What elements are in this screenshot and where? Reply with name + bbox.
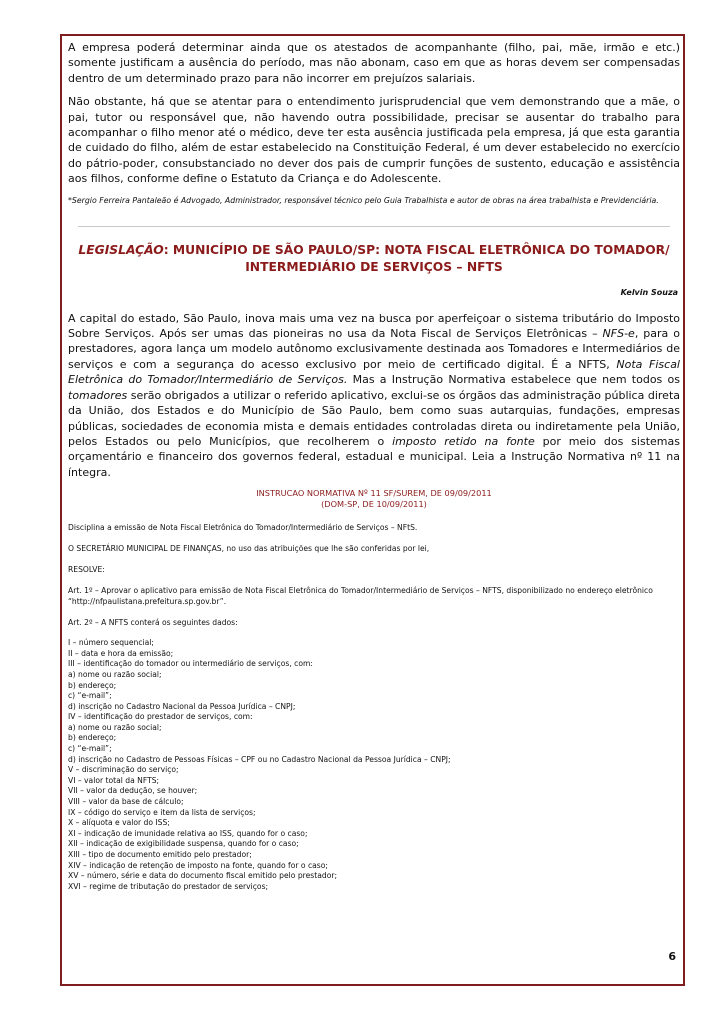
- list-item: II – data e hora da emissão;: [68, 648, 174, 658]
- list-item: d) inscrição no Cadastro Nacional da Pessoa Jurídica – CNPJ;: [68, 701, 296, 711]
- list-item: VIII – valor da base de cálculo;: [68, 797, 184, 807]
- list-item: c) “e-mail”;: [68, 744, 112, 754]
- list-item: d) inscrição no Cadastro de Pessoas Físicas – CPF ou no Cadastro Nacional da Pessoa Jurídica – CNPJ;: [68, 754, 451, 764]
- author-footnote: *Sergio Ferreira Pantaleão é Advogado, Administrador, responsável técnico pelo Guia Trabalhista e autor de obras na área trabalhista e Previdenciária.: [68, 195, 659, 205]
- list-item: c) “e-mail”;: [68, 691, 112, 701]
- list-item: III – identificação do tomador ou intermediário de serviços, com:: [68, 659, 313, 669]
- text-run-italic: tomadores: [68, 388, 128, 402]
- text-run: Mas a Instrução Normativa estabelece que nem todos os: [347, 373, 680, 387]
- text-run-italic: NFS-e: [602, 327, 635, 341]
- list-item: XIII – tipo de documento emitido pelo prestador;: [68, 850, 252, 859]
- list-item: b) endereço;: [68, 733, 117, 743]
- intro-paragraph-2: Não obstante, há que se atentar para o entendimento jurisprudencial que vem demonstrando que a mãe, o pai, tutor ou responsável que, não havendo outra possibilidade, precisar se ausentar do trabalho para acompanhar o filho menor até o médico, deve ter esta ausência justificada pela empresa, já que esta garantia de cuidado do filho, além de estar estabelecido na Constituição Federal, é um dever estabelecido no exercício do pátrio-poder, consubstanciado no dever dos pais de cumprir funções de sustento, educação e assistência aos filhos, conforme define o Estatuto da Criança e do Adolescente.: [68, 95, 680, 186]
- text-run: , para o prestadores, agora lança um modelo autônomo exclusivamente destinada aos Tomadores e Intermediários de serviços e com a segurança do acesso exclusivo por meio de certificado digital. É a NFTS,: [68, 327, 680, 371]
- list-item: VII – valor da dedução, se houver;: [68, 786, 198, 796]
- title-prefix: LEGISLAÇÃO: [78, 242, 164, 257]
- instruction-summary: Disciplina a emissão de Nota Fiscal Eletrônica do Tomador/Intermediário de Serviços – NFtS.: [68, 523, 418, 533]
- list-item: a) nome ou razão social;: [68, 669, 162, 679]
- list-item: XV – número, série e data do documento fiscal emitido pelo prestador;: [68, 871, 338, 881]
- instruction-secretary: O SECRETÁRIO MUNICIPAL DE FINANÇAS, no uso das atribuições que lhe são conferidas por lei,: [68, 544, 430, 554]
- list-item: VI – valor total da NFTS;: [68, 775, 160, 785]
- article-1: Art. 1º – Aprovar o aplicativo para emissão de Nota Fiscal Eletrônica do Tomador/Intermediário de Serviços – NFTS, disponibilizado no endereço eletrônico “http://nfpaulistana.prefeitura.sp.gov.br”.: [68, 586, 653, 607]
- list-item: IV – identificação do prestador de serviços, com:: [68, 712, 253, 722]
- text-run: por meio dos sistemas orçamentário e financeiro dos governos federal, estadual e municipal. Leia a Instrução Normativa nº 11 na íntegra.: [68, 434, 680, 479]
- text-run: serão obrigados a utilizar o referido aplicativo, exclui-se os órgãos das administração pública direta da União, dos Estados e do Município de São Paulo, bem como suas autarquias, fundações, empresas públicas, sociedades de economia mista e demais entidades controladas direta ou indiretamente pela União, pelos Estados ou pelo Municípios, que recolherem o: [68, 388, 680, 448]
- list-item: X – alíquota e valor do ISS;: [68, 818, 170, 828]
- instruction-heading: [68, 488, 680, 510]
- article-title: [68, 242, 680, 276]
- title-rest: : MUNICÍPIO DE SÃO PAULO/SP: NOTA FISCAL ELETRÔNICA DO TOMADOR/ INTERMEDIÁRIO DE SERVIÇOS – NFTS: [163, 242, 670, 274]
- text-run: A capital do estado, São Paulo, inova mais uma vez na busca por aperfeiçoar o sistema tributário do Imposto Sobre Serviços. Após ser umas das pioneiras no usa da Nota Fiscal de Serviços Eletrônicas –: [68, 311, 680, 341]
- text-run-italic: imposto retido na fonte: [392, 434, 535, 448]
- instruction-heading-line-2: (DOM-SP, DE 10/09/2011): [321, 499, 427, 510]
- list-item: I – número sequencial;: [68, 638, 154, 648]
- list-item: XIV – indicação de retenção de imposto na fonte, quando for o caso;: [68, 860, 328, 870]
- intro-paragraph-1: A empresa poderá determinar ainda que os atestados de acompanhante (filho, pai, mãe, irmão e etc.) somente justificam a ausência do período, mas não abonam, caso em que as horas devem ser compensadas dentro de um determinado prazo para não incorrer em prejuízos salariais.: [68, 41, 680, 85]
- instruction-resolve: RESOLVE:: [68, 565, 105, 575]
- text-run-italic: Nota Fiscal Eletrônica do Tomador/Intermediário de Serviços.: [68, 357, 680, 387]
- list-item: XVI – regime de tributação do prestador de serviços;: [68, 881, 269, 891]
- list-item: V – discriminação do serviço;: [68, 765, 179, 775]
- section-divider: [78, 226, 670, 227]
- list-item: IX – código do serviço e item da lista de serviços;: [68, 807, 256, 817]
- page-content: [68, 40, 680, 892]
- list-item: b) endereço;: [68, 680, 117, 690]
- article-intro-paragraph: [68, 311, 680, 480]
- list-item: XI – indicação de imunidade relativa ao ISS, quando for o caso;: [68, 828, 308, 838]
- list-item: a) nome ou razão social;: [68, 722, 162, 732]
- list-item: XII – indicação de exigibilidade suspensa, quando for o caso;: [68, 839, 299, 849]
- article-2: Art. 2º – A NFTS conterá os seguintes dados:: [68, 618, 238, 628]
- data-items-list: [68, 638, 680, 892]
- page-number: 6: [668, 950, 676, 963]
- instruction-heading-line-1: INSTRUCAO NORMATIVA Nº 11 SF/SUREM, DE 09/09/2011: [256, 488, 492, 499]
- article-author: Kelvin Souza: [620, 287, 678, 297]
